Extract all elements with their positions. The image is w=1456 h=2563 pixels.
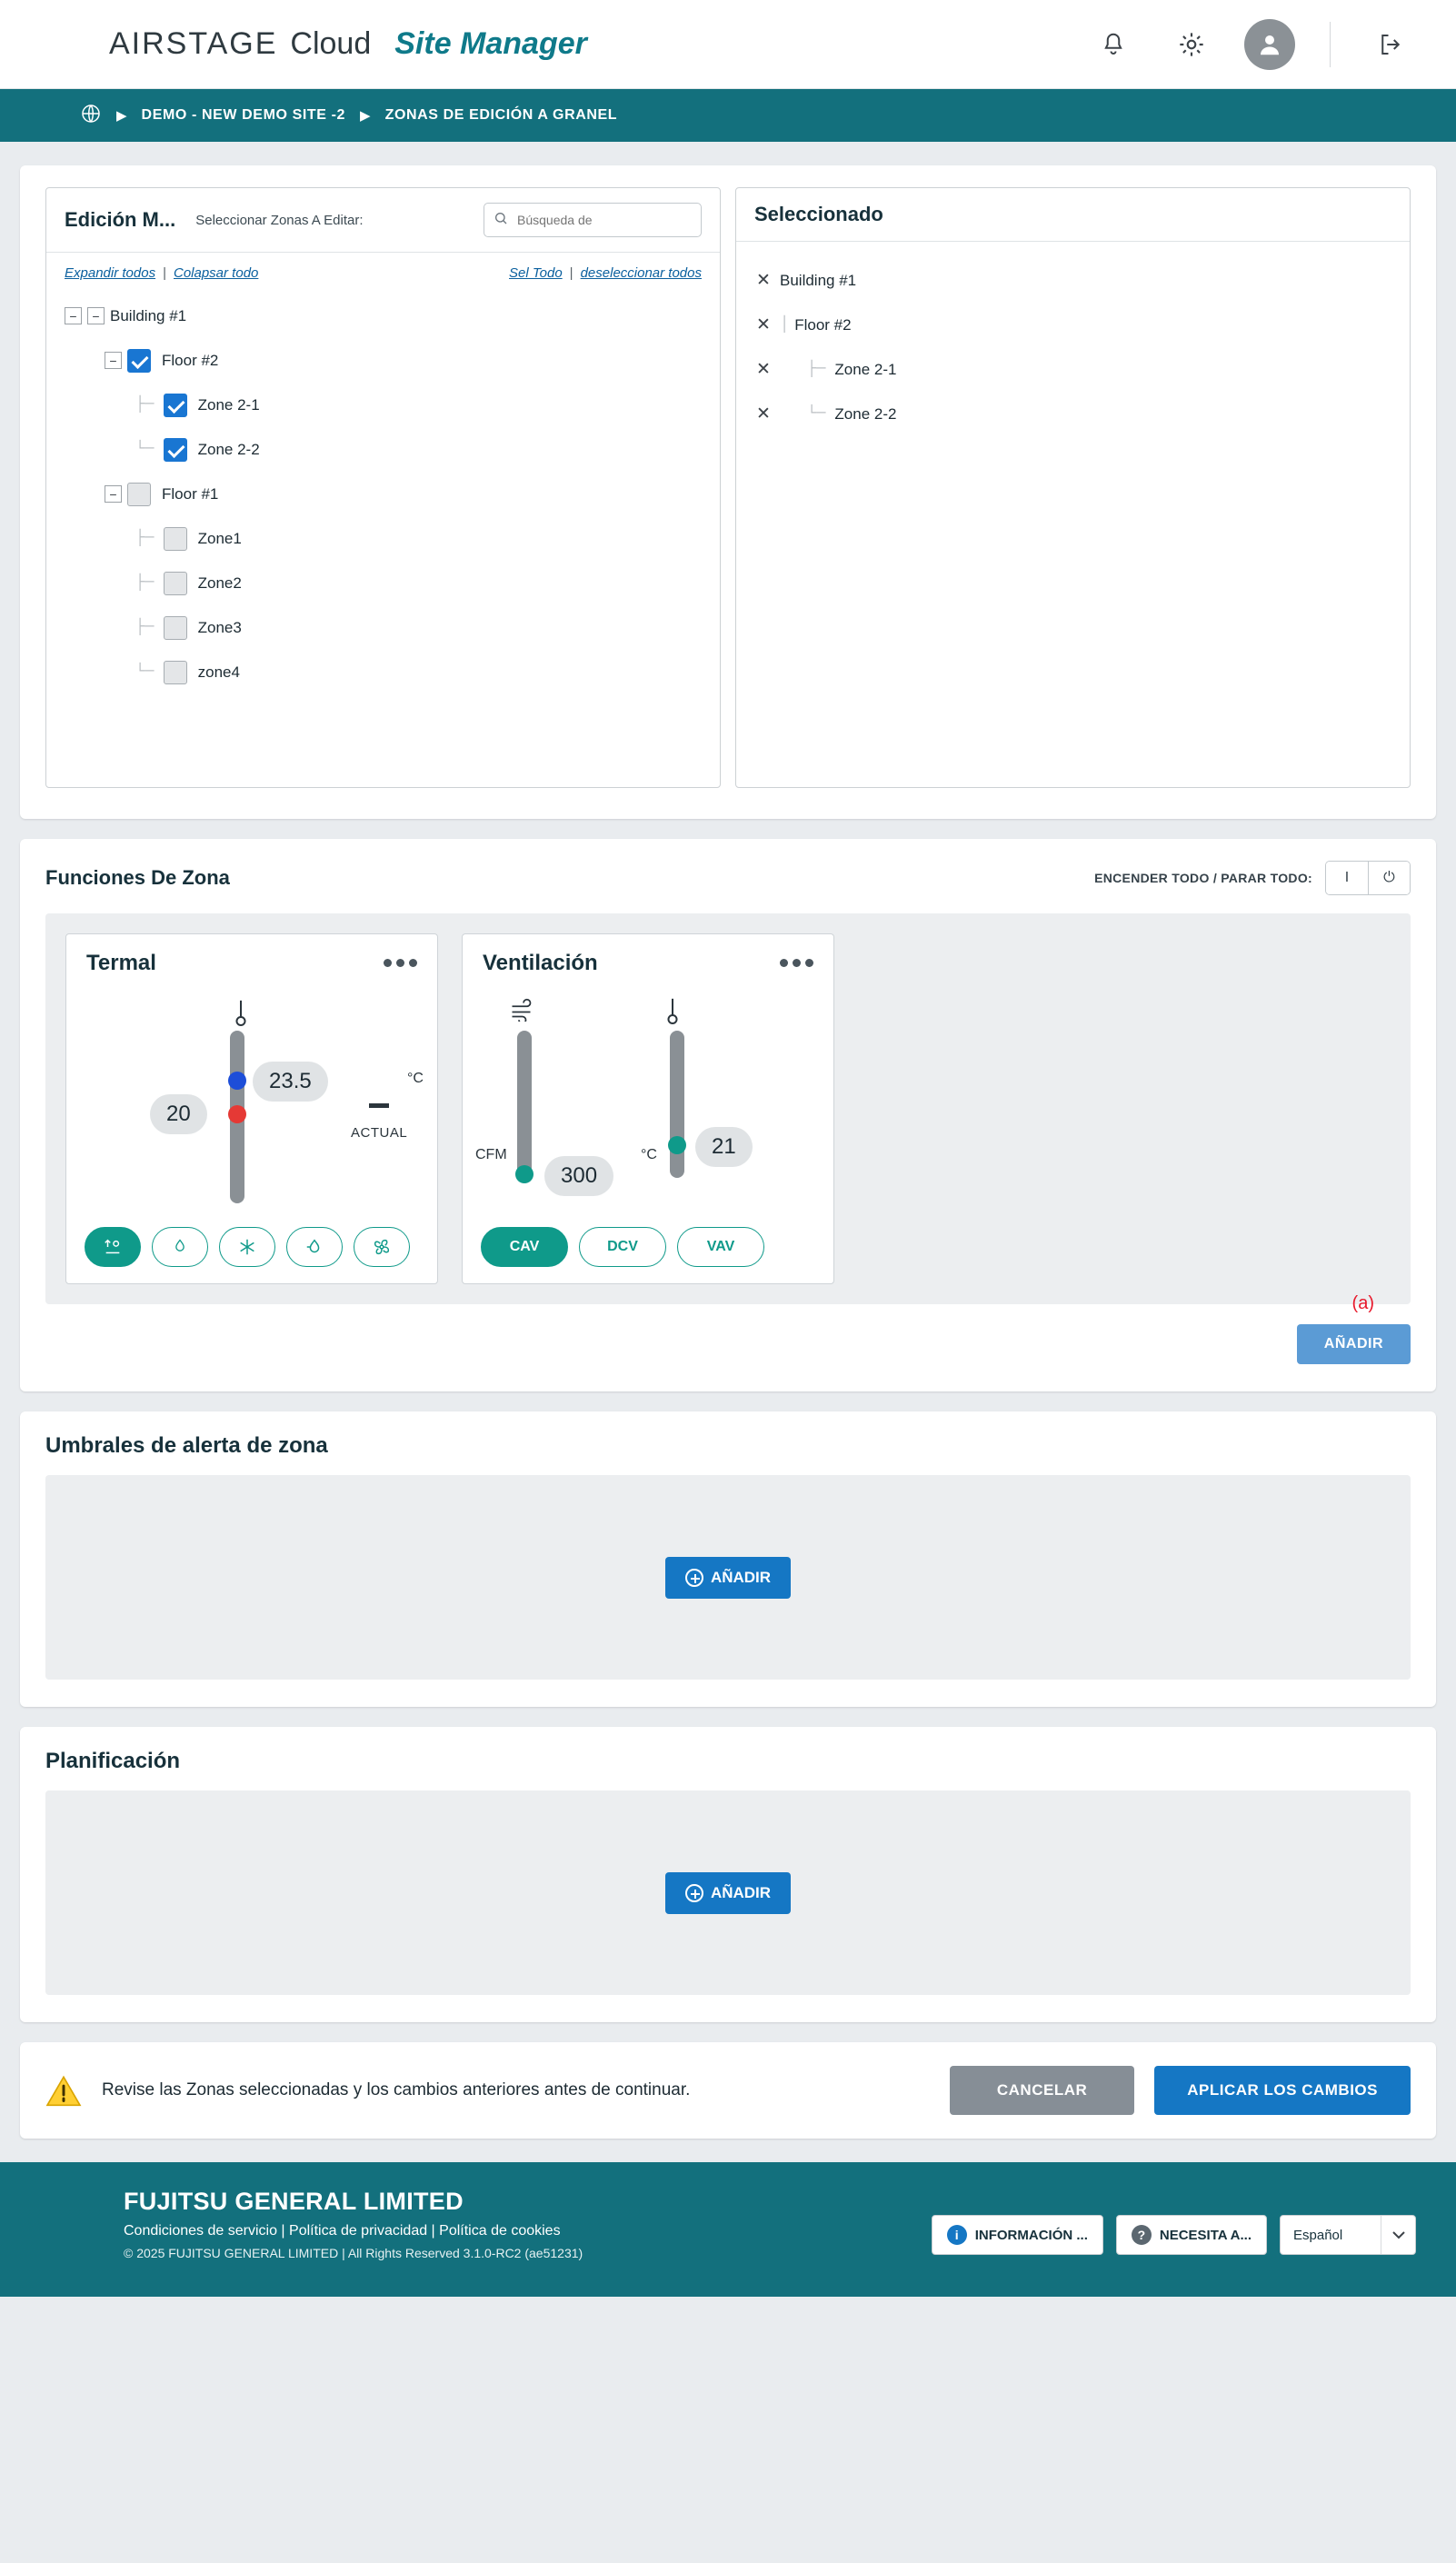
vent-mode-dcv[interactable]: DCV (579, 1227, 666, 1267)
tree-line: ├─ (135, 574, 164, 592)
ventilation-tile (462, 933, 834, 1284)
search-icon (494, 211, 508, 230)
breadcrumb-page: ZONAS DE EDICIÓN A GRANEL (384, 107, 618, 123)
tree-row-label: Zone 2-1 (197, 395, 260, 414)
app-footer (0, 2162, 1456, 2297)
tree-row-label: Zone2 (197, 573, 242, 592)
logout-icon[interactable] (1365, 19, 1416, 70)
tree-line: ├─ (135, 530, 164, 547)
need-help-button[interactable] (1116, 2215, 1267, 2255)
thermal-mode-buttons (66, 1214, 437, 1283)
thermometer-icon (233, 998, 249, 1033)
all-onoff-toggle[interactable] (1325, 861, 1411, 895)
thermometer-icon (664, 996, 681, 1032)
help-icon: ? (1132, 2225, 1152, 2245)
planning-title: Planificación (45, 1749, 181, 1773)
tree-checkbox[interactable] (127, 483, 151, 506)
tree-row-label: Zone 2-2 (197, 440, 260, 458)
thermal-tile (65, 933, 438, 1284)
airflow-icon (510, 998, 537, 1026)
mode-fan-icon[interactable] (354, 1227, 410, 1267)
selected-header (736, 188, 1410, 242)
all-onoff-label: ENCENDER TODO / PARAR TODO: (1094, 871, 1312, 885)
tree-row-label: Floor #2 (162, 351, 219, 369)
close-icon[interactable]: ✕ (756, 315, 771, 334)
gear-icon[interactable] (1166, 19, 1217, 70)
zone-alert-thresholds-card (20, 1411, 1436, 1707)
all-onoff-group (1094, 861, 1411, 895)
zone-tree-header (46, 188, 720, 253)
expander-icon[interactable]: − (87, 307, 105, 324)
select-all-link[interactable]: Sel Todo (509, 265, 563, 281)
confirm-bar (20, 2042, 1436, 2139)
main-content (0, 142, 1456, 2139)
tree-link-row (46, 253, 720, 286)
tree-row[interactable] (65, 650, 702, 694)
add-threshold-label: AÑADIR (710, 1568, 772, 1586)
function-tiles (45, 913, 1411, 1304)
close-icon[interactable]: ✕ (756, 271, 771, 290)
mode-cool-icon[interactable] (219, 1227, 275, 1267)
list-item[interactable] (756, 303, 1390, 347)
tree-row[interactable] (65, 516, 702, 561)
breadcrumb-arrow-1: ▶ (116, 108, 127, 124)
panel-subtitle-edit: Seleccionar Zonas A Editar: (195, 212, 364, 228)
ventilation-mode-buttons (463, 1214, 833, 1283)
selected-panel (735, 187, 1411, 788)
link-separator-2: | (569, 265, 573, 281)
tree-row[interactable] (65, 294, 702, 338)
chevron-down-icon[interactable] (1381, 2216, 1415, 2254)
cancel-button[interactable]: CANCELAR (950, 2066, 1134, 2115)
tree-line: └─ (135, 441, 164, 458)
tree-row[interactable] (65, 338, 702, 383)
tree-checkbox[interactable] (164, 572, 187, 595)
tree-checkbox[interactable] (164, 616, 187, 640)
zone-selection-card (20, 165, 1436, 819)
mode-heat-icon[interactable] (152, 1227, 208, 1267)
need-help-label: NECESITA A... (1159, 2227, 1252, 2243)
selected-label: Zone 2-2 (834, 404, 897, 423)
annotation-a: (a) (1351, 1293, 1374, 1313)
add-threshold-button[interactable] (665, 1557, 791, 1599)
tree-line: └─ (135, 663, 164, 681)
power-on-button[interactable]: I (1326, 862, 1368, 894)
add-function-button[interactable]: AÑADIR (1297, 1324, 1411, 1364)
add-schedule-button[interactable] (665, 1872, 791, 1914)
close-icon[interactable]: ✕ (756, 360, 771, 379)
tree-checkbox[interactable] (164, 527, 187, 551)
header-divider (1330, 22, 1331, 67)
footer-actions (932, 2188, 1416, 2255)
panel-title-selected: Seleccionado (754, 203, 883, 225)
selected-label: Zone 2-1 (834, 360, 897, 378)
expander-icon[interactable]: − (105, 485, 122, 503)
information-label: INFORMACIÓN ... (974, 2227, 1088, 2243)
panel-title-edit: Edición M... (65, 208, 176, 231)
selected-list (736, 242, 1410, 787)
selected-label: Building #1 (780, 271, 857, 289)
app-header (0, 0, 1456, 89)
planning-card (20, 1727, 1436, 2022)
brand-airstage: AIRSTAGE (109, 26, 278, 61)
zone-tree (46, 286, 720, 759)
zone-tree-panel (45, 187, 721, 788)
tree-line: ├─ (807, 361, 826, 378)
apply-changes-button[interactable]: APLICAR LOS CAMBIOS (1154, 2066, 1411, 2115)
brand-logo (109, 26, 587, 62)
thermal-low-value[interactable]: 20 (150, 1094, 207, 1134)
tree-row-label: Building #1 (110, 306, 187, 324)
list-item[interactable] (756, 347, 1390, 392)
language-value: Español (1293, 2227, 1343, 2243)
brand-site-manager: Site Manager (394, 26, 587, 61)
cfm-value[interactable]: 300 (544, 1156, 613, 1196)
breadcrumb-site[interactable]: DEMO - NEW DEMO SITE -2 (141, 107, 346, 123)
breadcrumb (0, 89, 1456, 142)
vent-temp-unit: °C (641, 1147, 657, 1162)
tree-row-label: Floor #1 (162, 484, 219, 503)
close-icon[interactable]: ✕ (756, 404, 771, 424)
mode-dry-icon[interactable] (286, 1227, 343, 1267)
list-item[interactable] (756, 392, 1390, 436)
selected-label: Floor #2 (794, 315, 852, 334)
thermal-low-knob[interactable] (228, 1105, 246, 1123)
footer-left (124, 2188, 583, 2260)
ventilation-title: Ventilación (483, 951, 598, 975)
footer-links[interactable]: Condiciones de servicio | Política de privacidad | Política de cookies (124, 2223, 561, 2239)
tree-line: └─ (807, 405, 826, 423)
tree-row[interactable] (65, 383, 702, 427)
zone-functions-card (20, 839, 1436, 1391)
ventilation-body (463, 987, 833, 1214)
vent-mode-cav[interactable]: CAV (481, 1227, 568, 1267)
tree-row-label: Zone3 (197, 618, 242, 636)
tree-row[interactable] (65, 427, 702, 472)
tree-row-label: zone4 (197, 663, 240, 681)
actual-label: ACTUAL (351, 1125, 408, 1141)
expander-icon[interactable]: − (65, 307, 82, 324)
thermal-title: Termal (86, 951, 156, 975)
cfm-knob[interactable] (515, 1165, 534, 1183)
tree-line: ├─ (135, 396, 164, 414)
add-function-row (45, 1293, 1411, 1364)
tree-row[interactable] (65, 472, 702, 516)
zone-functions-header (45, 861, 1411, 895)
plus-circle-icon (685, 1569, 703, 1587)
expand-all-link[interactable]: Expandir todos (65, 265, 156, 281)
thermal-high-value[interactable]: 23.5 (253, 1062, 328, 1102)
actual-value-dash (369, 1103, 389, 1108)
tree-line: │ (780, 316, 790, 334)
tree-row[interactable] (65, 605, 702, 650)
bell-icon[interactable] (1088, 19, 1139, 70)
search-input[interactable] (515, 212, 692, 228)
thermal-body (66, 987, 437, 1214)
thermal-tile-header (66, 934, 437, 987)
thermal-unit: °C (407, 1071, 424, 1086)
information-button[interactable] (932, 2215, 1103, 2255)
tree-checkbox[interactable] (127, 349, 151, 373)
link-separator-1: | (163, 265, 166, 281)
search-box[interactable] (484, 203, 702, 237)
expander-icon[interactable]: − (105, 352, 122, 369)
footer-copyright: © 2025 FUJITSU GENERAL LIMITED | All Rights Reserved 3.1.0-RC2 (ae51231) (124, 2246, 583, 2260)
list-item[interactable] (756, 258, 1390, 303)
thresholds-body (45, 1475, 1411, 1680)
tree-line: ├─ (135, 619, 164, 636)
user-icon[interactable] (1244, 19, 1295, 70)
brand-cloud: Cloud (290, 26, 372, 61)
plus-circle-icon (685, 1884, 703, 1902)
language-select[interactable] (1280, 2215, 1416, 2255)
planning-body (45, 1790, 1411, 1995)
thresholds-title: Umbrales de alerta de zona (45, 1433, 328, 1458)
vent-temp-value[interactable]: 21 (695, 1127, 753, 1167)
tree-checkbox[interactable] (164, 438, 187, 462)
page-title: Funciones De Zona (45, 866, 230, 889)
more-options-icon[interactable] (379, 955, 417, 972)
more-options-icon[interactable] (775, 955, 813, 972)
vent-mode-vav[interactable]: VAV (677, 1227, 764, 1267)
footer-company: FUJITSU GENERAL LIMITED (124, 2188, 464, 2215)
info-icon: i (947, 2225, 967, 2245)
cfm-slider-track[interactable] (517, 1031, 532, 1178)
collapse-all-link[interactable]: Colapsar todo (173, 265, 259, 281)
mode-auto-icon[interactable] (85, 1227, 141, 1267)
breadcrumb-arrow-2: ▶ (360, 108, 371, 124)
cfm-label: CFM (475, 1147, 507, 1162)
tree-checkbox[interactable] (164, 661, 187, 684)
deselect-all-link[interactable]: deseleccionar todos (580, 265, 702, 281)
tree-checkbox[interactable] (164, 394, 187, 417)
add-schedule-label: AÑADIR (710, 1883, 772, 1901)
power-off-button[interactable]: ⏻ (1368, 862, 1410, 894)
thermal-high-knob[interactable] (228, 1072, 246, 1090)
tree-row-label: Zone1 (197, 529, 242, 547)
warning-icon (45, 2074, 82, 2107)
globe-icon[interactable] (80, 103, 102, 129)
header-actions (1088, 19, 1416, 70)
tree-row[interactable] (65, 561, 702, 605)
ventilation-tile-header (463, 934, 833, 987)
vent-temp-slider-track[interactable] (670, 1031, 684, 1178)
vent-temp-knob[interactable] (668, 1136, 686, 1154)
confirm-message: Revise las Zonas seleccionadas y los cambios anteriores antes de continuar. (102, 2080, 691, 2099)
